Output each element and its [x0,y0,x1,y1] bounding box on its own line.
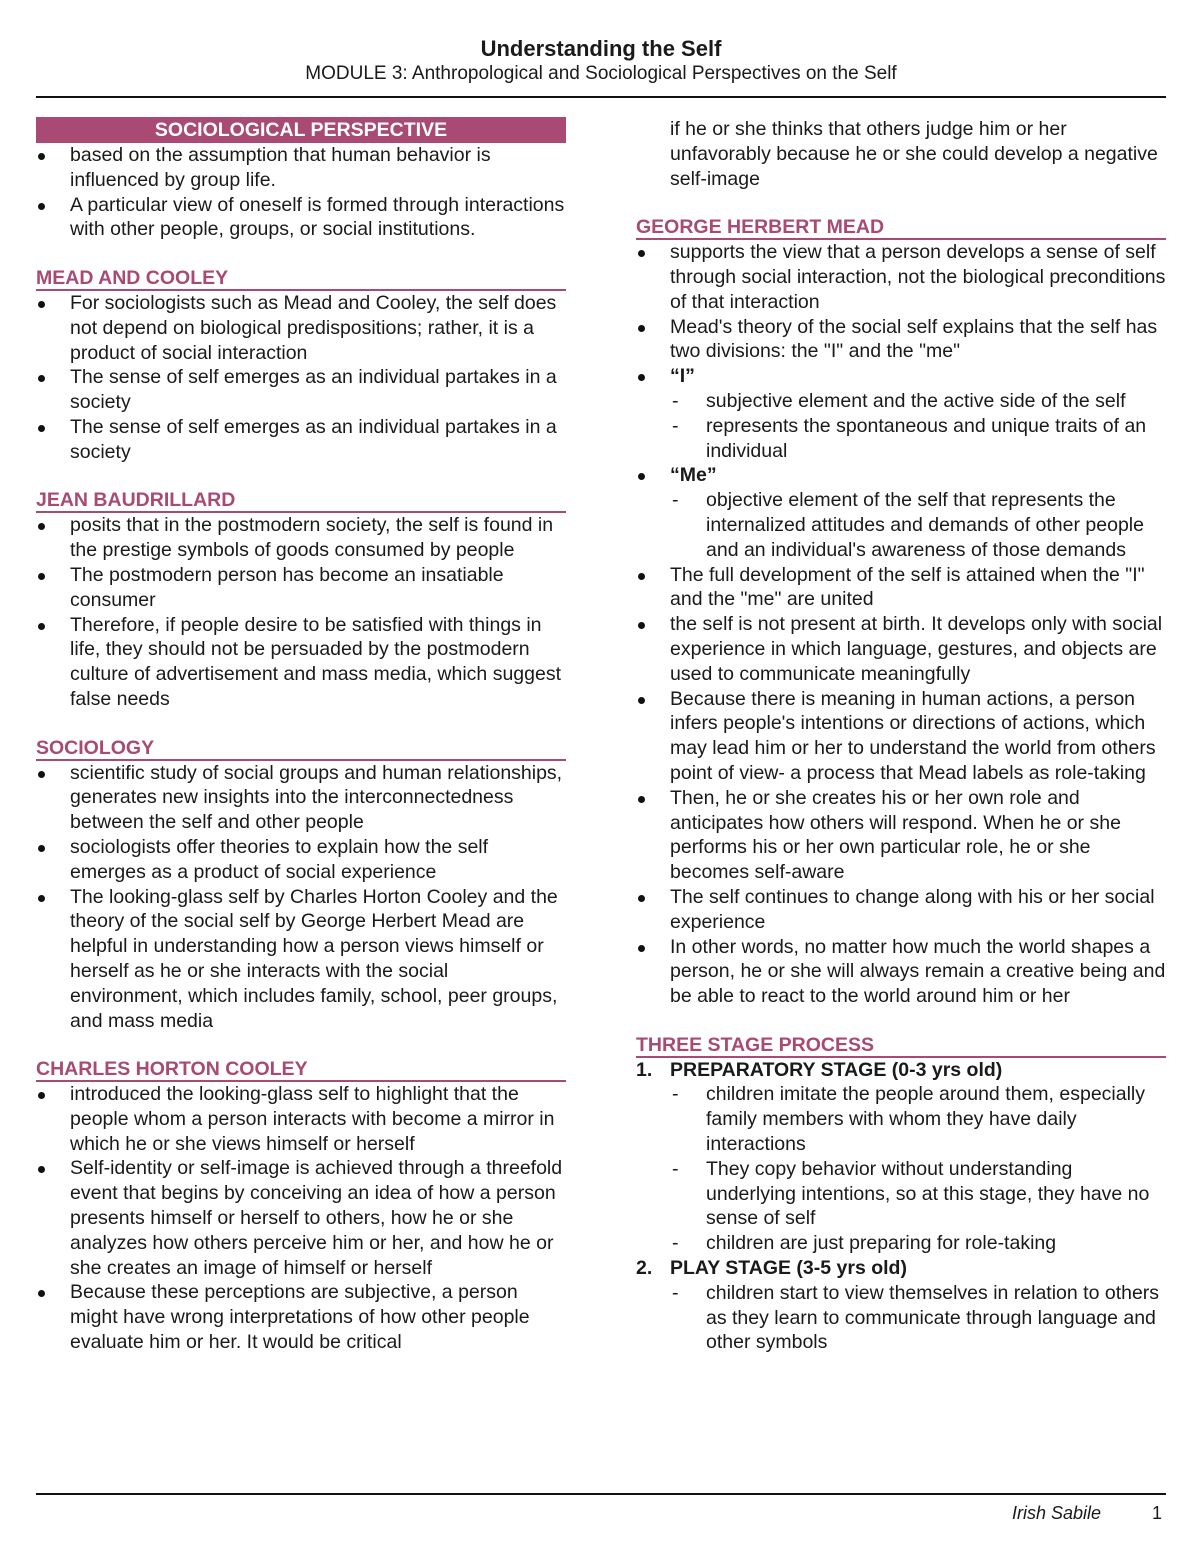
right-column [636,117,1166,1355]
list-item: Mead's theory of the social self explains that the self has two divisions: the "I" and the "me" [636,315,1166,365]
list-item: scientific study of social groups and human relationships, generates new insights into the interconnectedness between the self and other people [36,761,566,835]
list-item: the self is not present at birth. It develops only with social experience in which language, gestures, and objects are used to communicate meaningfully [636,612,1166,686]
stage-number: 2. [636,1257,653,1280]
stage-sub-list [636,1082,1166,1256]
section-heading-mead: GEORGE HERBERT MEAD [636,216,1166,240]
list-item: Self-identity or self-image is achieved through a threefold event that begins by conceiving an idea of how a person presents himself or herself to others, how he or she analyzes how others perceive him or her, and how he or she creates an image of himself or herself [36,1156,566,1280]
sub-list-item: - children imitate the people around them, especially family members with whom they have daily interactions [670,1082,1166,1156]
list-item: Therefore, if people desire to be satisfied with things in life, they should not be persuaded by the postmodern culture of advertisement and mass media, which suggest false needs [36,613,566,712]
stage-title-text: PREPARATORY STAGE (0-3 yrs old) [670,1058,1003,1081]
list-item: In other words, no matter how much the world shapes a person, he or she will always remain a creative being and be able to react to the world around him or her [636,935,1166,1009]
list-item [636,463,1166,562]
sociology-list [36,761,566,1034]
sub-list-item: - represents the spontaneous and unique traits of an individual [670,414,1166,464]
stage-item [636,1058,1166,1256]
left-column [36,117,566,1355]
me-sub-list [670,488,1166,562]
stage-title [636,1256,1166,1281]
stage-number: 1. [636,1058,653,1081]
intro-bullet-list [36,143,566,242]
list-item: The sense of self emerges as an individual partakes in a society [36,415,566,465]
section-heading-cooley: CHARLES HORTON COOLEY [36,1058,566,1082]
stage-title [636,1058,1166,1083]
list-item: Because these perceptions are subjective, a person might have wrong interpretations of how other people evaluate him or her. It would be critical [36,1280,566,1354]
list-item: The self continues to change along with his or her social experience [636,885,1166,935]
sub-list-item: - subjective element and the active side of the self [670,389,1166,414]
list-item: Because there is meaning in human actions, a person infers people's intentions or directions of actions, which may lead him or her to understand the world from others point of view- a process that Mead labels as role-taking [636,687,1166,786]
sociological-perspective-banner: SOCIOLOGICAL PERSPECTIVE [36,117,566,143]
sub-list-item: - children start to view themselves in relation to others as they learn to communicate through language and other symbols [670,1281,1166,1355]
list-item: For sociologists such as Mead and Cooley, the self does not depend on biological predispositions; rather, it is a product of social interaction [36,291,566,365]
list-item: sociologists offer theories to explain how the self emerges as a product of social experience [36,835,566,885]
list-item: The full development of the self is attained when the "I" and the "me" are united [636,563,1166,613]
i-sub-list [670,389,1166,463]
list-item: Then, he or she creates his or her own role and anticipates how others will respond. When he or she performs his or her own particular role, he or she becomes self-aware [636,786,1166,885]
footer-divider [36,1493,1166,1495]
module-subtitle: MODULE 3: Anthropological and Sociological Perspectives on the Self [305,63,897,84]
list-item: introduced the looking-glass self to highlight that the people whom a person interacts with become a mirror in which he or she views himself or herself [36,1082,566,1156]
stage-item [636,1256,1166,1355]
list-item: The postmodern person has become an insatiable consumer [36,563,566,613]
stage-sub-list [636,1281,1166,1355]
author-name: Irish Sabile [1012,1503,1102,1523]
sub-list-item: - children are just preparing for role-taking [670,1231,1166,1256]
list-item: A particular view of oneself is formed through interactions with other people, groups, or social institutions. [36,193,566,243]
mead-cooley-list [36,291,566,465]
page-number: 1 [1152,1503,1163,1523]
list-item: The sense of self emerges as an individual partakes in a society [36,365,566,415]
baudrillard-list [36,513,566,711]
me-label: “Me” [670,464,717,487]
page-header [36,36,1166,86]
list-item: based on the assumption that human behavior is influenced by group life. [36,143,566,193]
section-heading-baudrillard: JEAN BAUDRILLARD [36,489,566,513]
i-label: “I” [670,365,695,388]
section-heading-sociology: SOCIOLOGY [36,737,566,761]
mead-list [636,240,1166,1009]
continued-text: if he or she thinks that others judge him or her unfavorably because he or she could develop a negative self-image [670,118,1158,190]
document-title: Understanding the Self [480,36,722,61]
sub-list-item: - objective element of the self that represents the internalized attitudes and demands of other people and an individual's awareness of those demands [670,488,1166,562]
section-heading-mead-cooley: MEAD AND COOLEY [36,267,566,291]
sub-list-item: - They copy behavior without understanding underlying intentions, so at this stage, they have no sense of self [670,1157,1166,1231]
list-item: The looking-glass self by Charles Horton Cooley and the theory of the social self by George Herbert Mead are helpful in understanding how a person views himself or herself as he or she interacts with the social environment, which includes family, school, peer groups, and mass media [36,885,566,1034]
list-item: supports the view that a person develops a sense of self through social interaction, not the biological preconditions of that interaction [636,240,1166,314]
section-heading-three-stage: THREE STAGE PROCESS [636,1034,1166,1058]
stage-list [636,1058,1166,1356]
list-item: posits that in the postmodern society, the self is found in the prestige symbols of goods consumed by people [36,513,566,563]
list-item [636,364,1166,463]
cooley-list [36,1082,566,1355]
stage-title-text: PLAY STAGE (3-5 yrs old) [670,1257,907,1280]
header-divider [36,96,1166,98]
